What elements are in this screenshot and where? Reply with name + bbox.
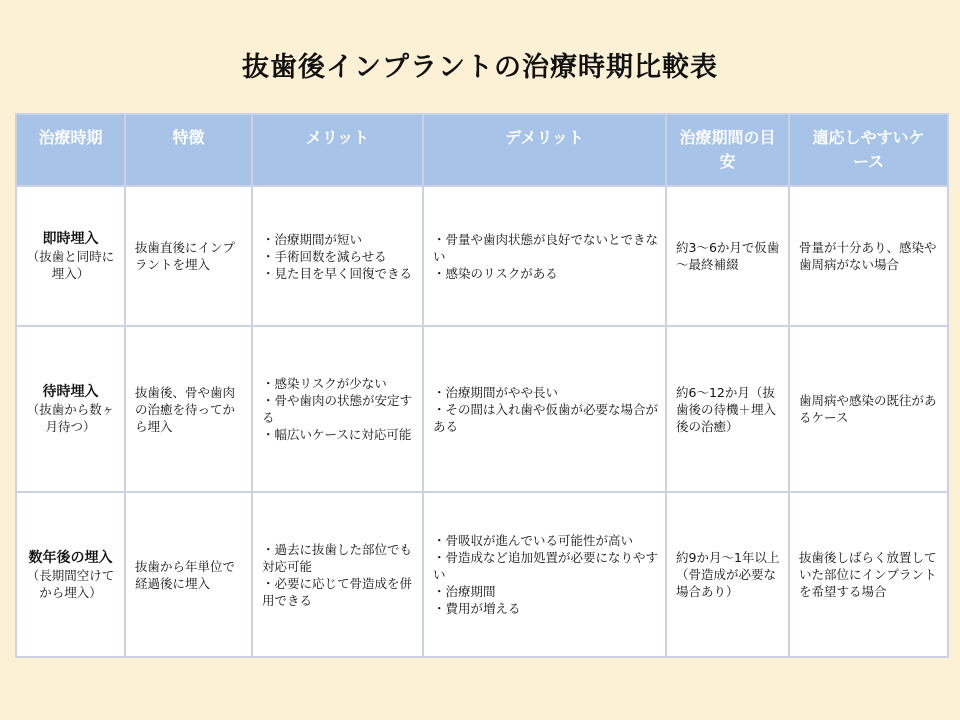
- merit-item: ・必要に応じて骨造成を併用できる: [262, 575, 413, 608]
- feature-cell: 抜歯直後にインプラントを埋入: [125, 186, 252, 326]
- case-cell: 骨量が十分あり、感染や歯周病がない場合: [789, 186, 948, 326]
- period-name: 即時埋入: [42, 231, 99, 247]
- header-demerit: デメリット: [423, 114, 666, 186]
- case-cell: 抜歯後しばらく放置していた部位にインプラントを希望する場合: [789, 492, 948, 657]
- merit-item: ・過去に抜歯した部位でも対応可能: [262, 541, 413, 574]
- period-cell: [16, 326, 125, 492]
- header-merit: メリット: [252, 114, 423, 186]
- period-name: 待時埋入: [42, 384, 99, 400]
- period-name: 数年後の埋入: [28, 549, 113, 566]
- demerit-cell: [423, 186, 666, 326]
- demerit-item: ・骨量や歯肉状態が良好でないとできない: [433, 231, 659, 264]
- table-header-row: [16, 114, 948, 186]
- merit-cell: [252, 492, 423, 657]
- merit-cell: [252, 186, 423, 326]
- demerit-item: ・骨造成など追加処置が必要になりやすい: [433, 550, 659, 582]
- merit-item: ・幅広いケースに対応可能: [262, 427, 412, 442]
- merit-item: ・手術回数を減らせる: [262, 248, 387, 264]
- merit-item: ・治療期間が短い: [262, 231, 363, 247]
- period-sub: （抜歯から数ヶ月待つ）: [26, 402, 115, 434]
- table-row: [16, 492, 948, 657]
- demerit-cell: [423, 326, 666, 492]
- header-period: 治療時期: [16, 114, 125, 186]
- demerit-item: ・治療期間: [433, 584, 496, 599]
- comparison-table: [15, 113, 949, 658]
- duration-cell: 約9か月～1年以上（骨造成が必要な場合あり）: [666, 492, 789, 657]
- merit-cell: [252, 326, 423, 492]
- period-cell: [16, 492, 125, 657]
- page-title: 抜歯後インプラントの治療時期比較表: [242, 52, 718, 83]
- merit-item: ・見た目を早く回復できる: [262, 265, 413, 281]
- header-feature: 特徴: [125, 114, 252, 186]
- duration-cell: 約6～12か月（抜歯後の待機＋埋入後の治癒）: [666, 326, 789, 492]
- demerit-item: ・治療期間がやや長い: [433, 384, 559, 400]
- table-row: [16, 186, 948, 326]
- demerit-item: ・その間は入れ歯や仮歯が必要な場合がある: [433, 401, 659, 434]
- header-case: 適応しやすいケース: [789, 114, 948, 186]
- duration-cell: 約3～6か月で仮歯～最終補綴: [666, 186, 789, 326]
- feature-cell: 抜歯後、骨や歯肉の治癒を待ってから埋入: [125, 326, 252, 492]
- feature-cell: 抜歯から年単位で経過後に埋入: [125, 492, 252, 657]
- demerit-item: ・骨吸収が進んでいる可能性が高い: [433, 533, 634, 548]
- demerit-cell: [423, 492, 666, 657]
- merit-item: ・骨や歯肉の状態が安定する: [262, 393, 413, 425]
- period-cell: [16, 186, 125, 326]
- demerit-item: ・感染のリスクがある: [433, 265, 558, 281]
- merit-item: ・感染リスクが少ない: [262, 376, 387, 391]
- demerit-item: ・費用が増える: [433, 601, 521, 616]
- period-sub: （長期間空けてから埋入）: [26, 567, 115, 600]
- table-row: [16, 326, 948, 492]
- case-cell: 歯周病や感染の既往があるケース: [789, 326, 948, 492]
- header-duration: 治療期間の目安: [666, 114, 789, 186]
- period-sub: （抜歯と同時に埋入）: [26, 249, 115, 281]
